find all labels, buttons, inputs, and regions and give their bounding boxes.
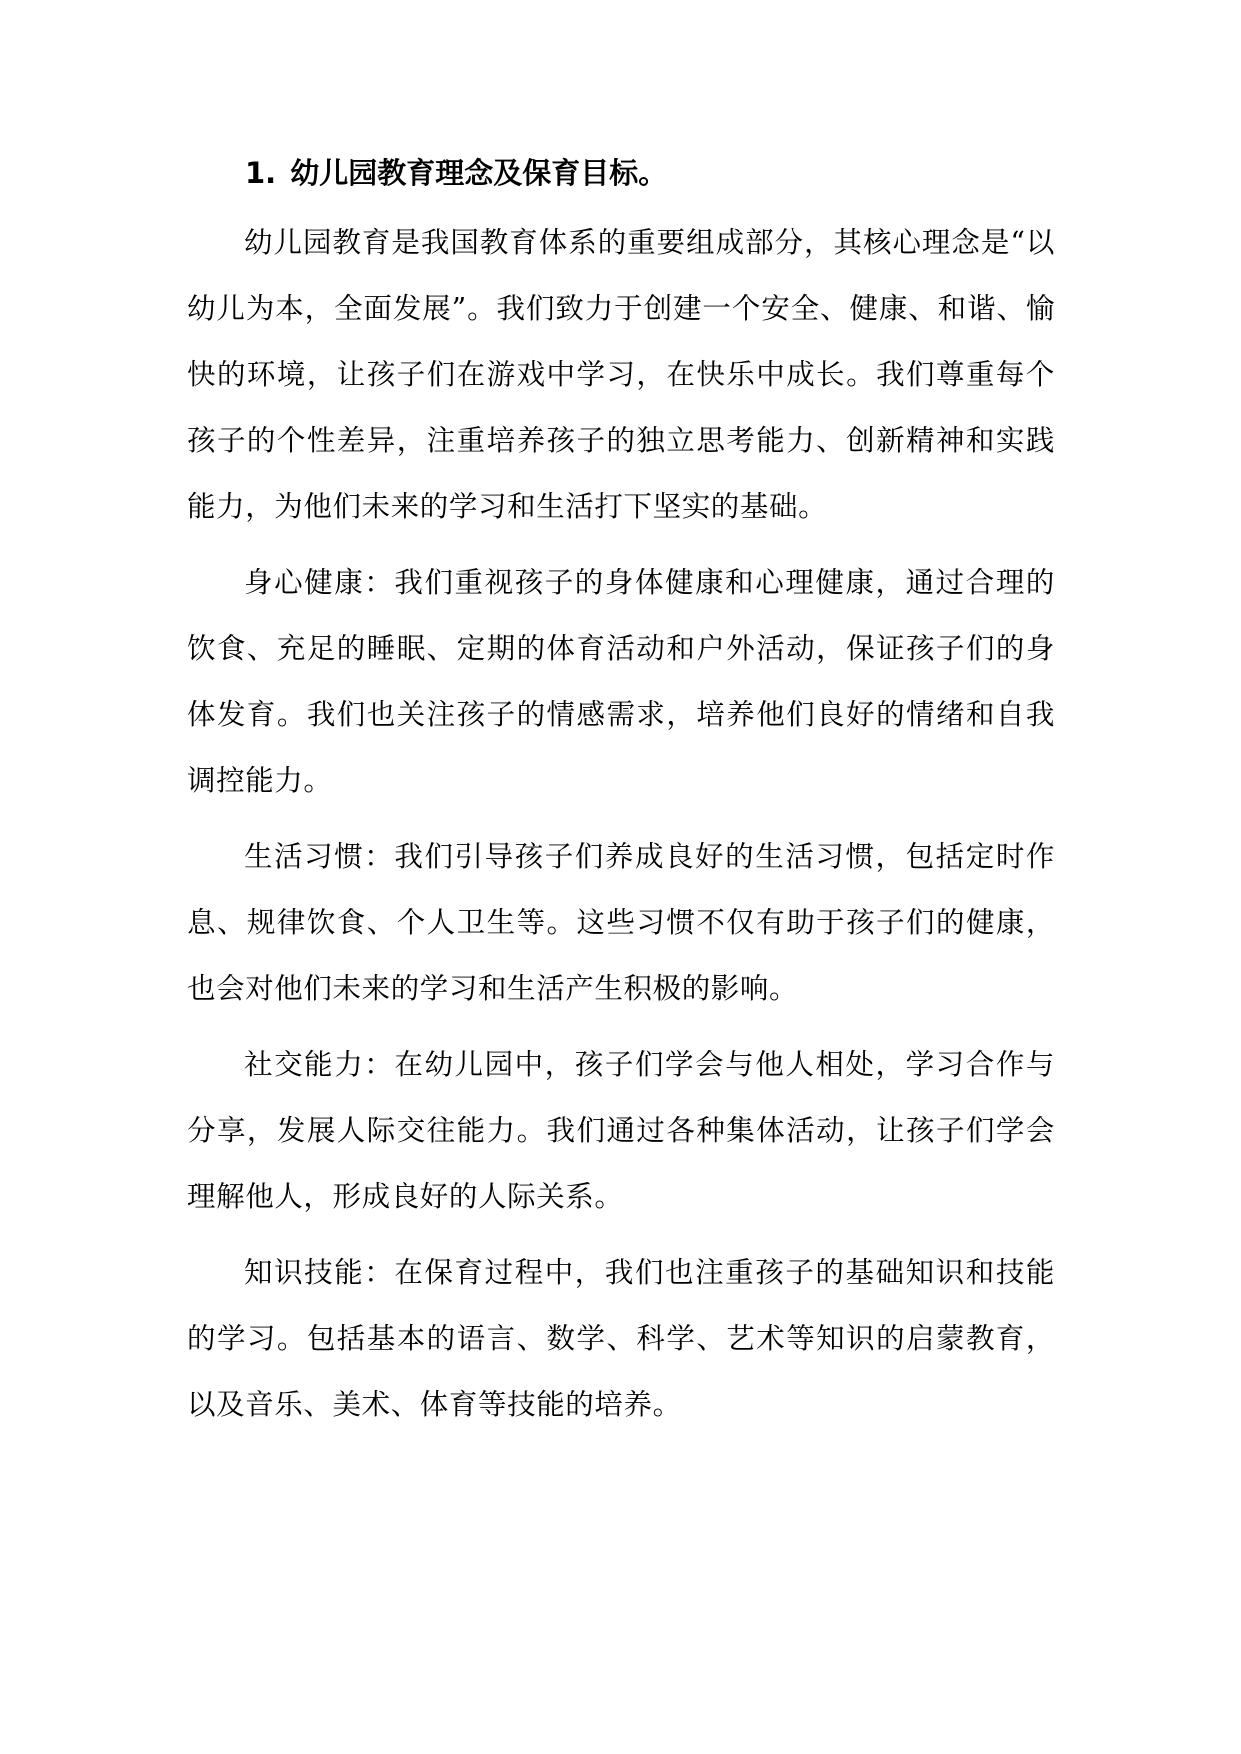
section-number: 1. bbox=[245, 156, 277, 190]
paragraph-living-habits: 生活习惯：我们引导孩子们养成良好的生活习惯，包括定时作息、规律饮食、个人卫生等。这些习惯不仅有助于孩子们的健康，也会对他们未来的学习和生活产生积极的影响。 bbox=[187, 840, 1055, 1005]
section-title: 幼儿园教育理念及保育目标。 bbox=[290, 156, 668, 190]
paragraph-social-skills: 社交能力：在幼儿园中，孩子们学会与他人相处，学习合作与分享，发展人际交往能力。我们通过各种集体活动，让孩子们学会理解他人，形成良好的人际关系。 bbox=[187, 1048, 1055, 1213]
document-body bbox=[187, 145, 1055, 1438]
paragraph-physical-mental-health: 身心健康：我们重视孩子的身体健康和心理健康，通过合理的饮食、充足的睡眠、定期的体育活动和户外活动，保证孩子们的身体发育。我们也关注孩子的情感需求，培养他们良好的情绪和自我调控能力。 bbox=[187, 566, 1055, 797]
paragraph-intro: 幼儿园教育是我国教育体系的重要组成部分，其核心理念是“以幼儿为本，全面发展”。我们致力于创建一个安全、健康、和谐、愉快的环境，让孩子们在游戏中学习，在快乐中成长。我们尊重每个孩子的个性差异，注重培养孩子的独立思考能力、创新精神和实践能力，为他们未来的学习和生活打下坚实的基础。 bbox=[187, 226, 1055, 523]
section-heading bbox=[187, 145, 1055, 201]
paragraph-knowledge-skills: 知识技能：在保育过程中，我们也注重孩子的基础知识和技能的学习。包括基本的语言、数学、科学、艺术等知识的启蒙教育，以及音乐、美术、体育等技能的培养。 bbox=[187, 1256, 1055, 1421]
